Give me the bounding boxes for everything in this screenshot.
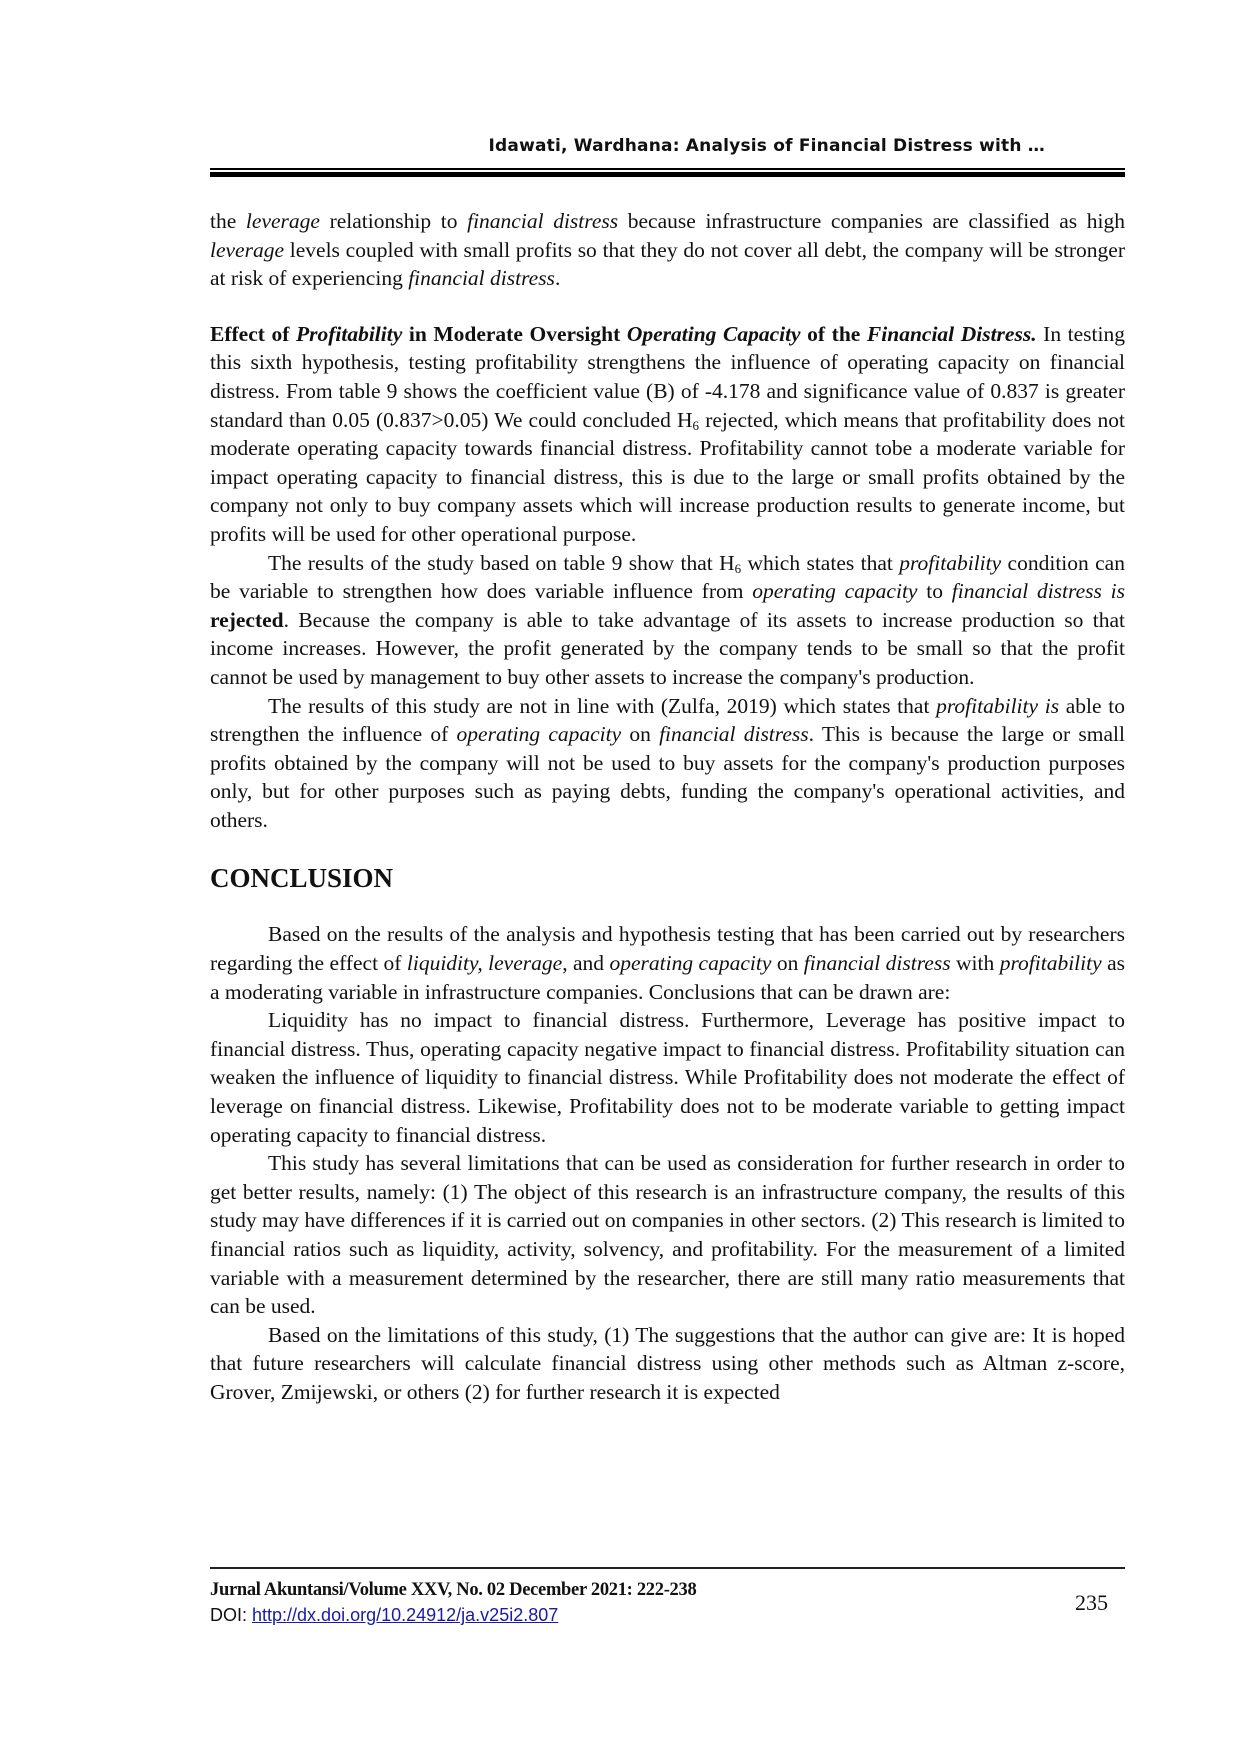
header-rule xyxy=(210,168,1125,170)
paragraph-limitations: This study has several limitations that can be used as consideration for further research in order to get better results, namely: (1) The object of this research is an infrastructure company, the results of this study may have differences if it is carried out on companies in other sectors. (2) This research is limited to financial ratios such as liquidity, activity, solvency, and profitability. For the measurement of a limited variable with a measurement determined by the researcher, there are still many ratio measurements that can be used. xyxy=(210,1151,1125,1319)
paragraph-gap xyxy=(210,293,1125,320)
doi-label: DOI: xyxy=(210,1605,253,1625)
paragraph-zulfa-comparison: The results of this study are not in line with (Zulfa, 2019) which states that profitability is able to strengthen the influence of operating capacity on financial distress. This is because the large or small profits obtained by the company will not be used to buy assets for the company's production purposes only, but for other purposes such as paying debts, funding the company's operational activities, and others. xyxy=(210,693,1125,832)
paragraph-suggestions: Based on the limitations of this study, (1) The suggestions that the author can give are: It is hoped that future researchers will calculate financial distress using other methods such as Altman z-score, Grover, Zmijewski, or others (2) for further research it is expected xyxy=(210,1322,1125,1404)
subsection-heading: Effect of Profitability in Moderate Oversight Operating Capacity of the Financial Distress. xyxy=(210,321,1037,346)
section-heading-conclusion: CONCLUSION xyxy=(210,863,394,894)
body-text xyxy=(210,207,1125,1407)
paragraph-hypothesis-six: Effect of Profitability in Moderate Oversight Operating Capacity of the Financial Distress. In testing this sixth hypothesis, testing profitability strengthens the influence of operating capacity on financial distress. From table 9 shows the coefficient value (B) of -4.178 and significance value of 0.837 is greater standard than 0.05 (0.837>0.05) We could concluded $H_6$ rejected, which means that profitability does not moderate operating capacity towards financial distress. Profitability cannot tobe a moderate variable for impact operating capacity to financial distress, this is due to the large or small profits obtained by the company not only to buy company assets which will increase production results to generate income, but profits will be used for other operational purpose. xyxy=(210,321,1125,546)
paragraph-conclusion-findings: Liquidity has no impact to financial distress. Furthermore, Leverage has positive impact to financial distress. Thus, operating capacity negative impact to financial distress. Profitability situation can weaken the influence of liquidity to financial distress. While Profitability does not moderate the effect of leverage on financial distress. Likewise, Profitability does not to be moderate variable to getting impact operating capacity to financial distress. xyxy=(210,1008,1125,1147)
footer-rule xyxy=(210,1567,1125,1569)
paragraph-conclusion-intro: Based on the results of the analysis and hypothesis testing that has been carried out by researchers regarding the effect of liquidity, leverage, and operating capacity on financial distress with profitability as a moderating variable in infrastructure companies. Conclusions that can be drawn are: xyxy=(210,922,1125,1004)
page-number: 235 xyxy=(1075,1590,1108,1615)
running-header: Idawati, Wardhana: Analysis of Financial Distress with … xyxy=(488,136,1045,156)
journal-citation: Jurnal Akuntansi/Volume XXV, No. 02 December 2021: 222-238 xyxy=(210,1580,697,1600)
paragraph-leverage-continuation: the leverage relationship to financial distress because infrastructure companies are classified as high leverage levels coupled with small profits so that they do not cover all debt, the company will be stronger at risk of experiencing financial distress. xyxy=(210,209,1125,291)
header-rule-thick xyxy=(210,172,1125,177)
doi-link[interactable]: http://dx.doi.org/10.24912/ja.v25i2.807 xyxy=(252,1605,559,1625)
paragraph-results-table9: The results of the study based on table 9 show that $H_6$ which states that profitability condition can be variable to strengthen how does variable influence from operating capacity to financial distress is rejected. Because the company is able to take advantage of its assets to increase production so that income increases. However, the profit generated by the company tends to be small so that the profit cannot be used by management to buy other assets to increase the company's production. xyxy=(210,550,1125,689)
doi-line xyxy=(210,1605,558,1626)
